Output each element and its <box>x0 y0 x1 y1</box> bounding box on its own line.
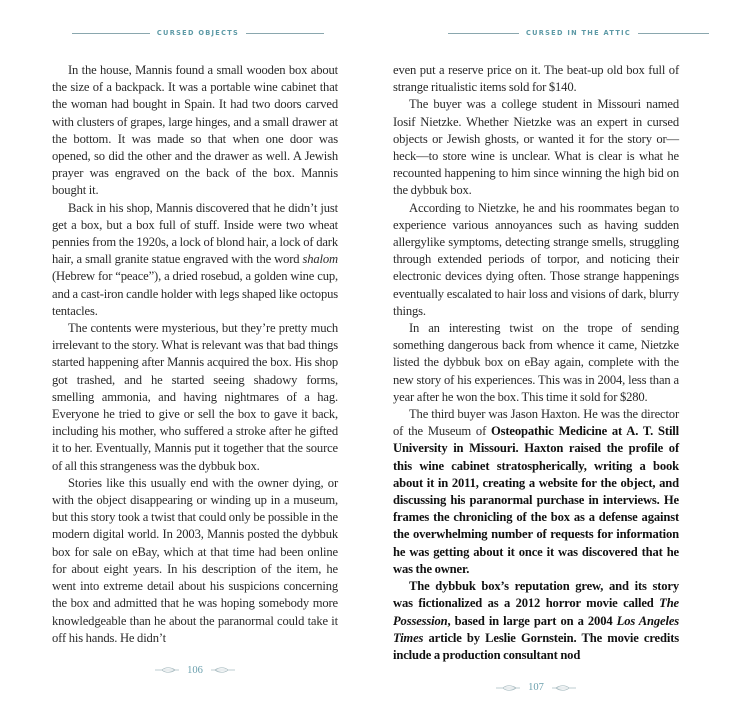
running-head-title: CURSED OBJECTS <box>156 29 240 37</box>
left-page <box>0 0 378 690</box>
text-run: Back in his shop, Mannis discovered that he didn’t just get a box, but a box full of stuff. Inside were two wheat pennies from the 1920s, a lock of blond hair, a lock of dark hair, a small granite statue engraved with the word <box>52 200 338 267</box>
text-italic: shalom <box>302 252 338 267</box>
text-run: The buyer was a college student in Missouri named Iosif Nietzke. Whether Nietzke was an expert in cursed objects or Jewish ghosts, or wanted it for the story or—heck—to store wine is unclear. What is clear is what he recounted happening to him since winning the high bid on the dybbuk box. <box>393 97 679 198</box>
paragraph <box>52 62 338 200</box>
leaf-flourish-icon <box>552 684 576 692</box>
paragraph <box>52 320 338 475</box>
folio <box>52 665 338 676</box>
text-dark: The dybbuk box’s reputation grew, and its story was fictionalized as a 2012 horror movie called <box>393 579 679 611</box>
text-dark-italic: The Possession <box>393 596 679 628</box>
text-dark-italic: Los Angeles Times <box>393 613 680 645</box>
body-text <box>393 62 679 664</box>
text-run: The third buyer was Jason Haxton. He was the director of the Museum of <box>393 407 679 439</box>
text-run: (Hebrew for “peace”), a dried rosebud, a golden wine cup, and a cast-iron candle holder with legs shaped like octopus tentacles. <box>52 269 338 318</box>
paragraph <box>393 406 679 578</box>
paragraph <box>393 96 679 199</box>
leaf-flourish-icon <box>155 666 179 674</box>
page-number: 106 <box>187 664 203 676</box>
running-head <box>72 27 324 39</box>
paragraph <box>393 62 679 96</box>
right-page <box>378 0 756 707</box>
text-run: Stories like this usually end with the owner dying, or with the object disappearing or winding up in a museum, but this story took a twist that could only be possible in the modern digital world. In 2003, Mannis posted the dybbuk box for sale on eBay, which at that time had been online for about eight years. In his description of the item, he went into extreme detail about his suspicions concerning the box and admitted that he was hoping somebody more knowledgeable than he about the paranormal could take it off his hands. He didn’t <box>52 475 338 645</box>
leaf-flourish-icon <box>496 684 520 692</box>
text-run: According to Nietzke, he and his roommates began to experience various annoyances such as having sudden allergylike symptoms, detecting strange smells, struggling through extended periods of torpor, and noticing their electronic devices dying often. Those strange happenings eventually escalated to hair loss and visions of dark, blurry things. <box>393 200 679 318</box>
body-text <box>52 62 338 647</box>
running-head-title: CURSED IN THE ATTIC <box>525 29 632 37</box>
text-dark: article by Leslie Gornstein. The movie credits include a production consultant nod <box>393 630 679 662</box>
folio <box>393 682 679 693</box>
text-dark: , based in large part on a 2004 <box>447 613 617 628</box>
running-head <box>448 27 709 39</box>
leaf-flourish-icon <box>211 666 235 674</box>
text-run: In the house, Mannis found a small wooden box about the size of a backpack. It was a portable wine cabinet that the woman had bought in Spain. It had two doors carved with clusters of grapes, large hinges, and a small drawer at the bottom. It was made so that when one door was opened, so did the other and the drawer as well. A Jewish prayer was engraved on the back of the box. Mannis bought it. <box>52 63 338 198</box>
text-dark: Osteopathic Medicine at A. T. Still University in Missouri. Haxton raised the profile of this wine cabinet stratospherically, writing a book about it in 2011, creating a website for the object, and discussing his paranormal purchase in interviews. He frames the chronicling of the box as a defense against the overwhelming number of requests for information he was getting about it once it was discovered that he was the owner. <box>393 424 679 576</box>
text-run: The contents were mysterious, but they’re pretty much irrelevant to the story. What is relevant was that bad things started happening after Mannis acquired the box. His shop got trashed, and he started seeing shadowy forms, smelling ammonia, and having nightmares of a hag. Everyone he tried to give or sell the box to gave it back, including his mother, who suffered a stroke after he gifted it to her. Eventually, Mannis put it together that the source of all this strangeness was the dybbuk box. <box>52 321 338 473</box>
text-run: In an interesting twist on the trope of sending something dangerous back from whence it came, Nietzke listed the dybbuk box on eBay again, complete with the new story of his experiences. This was in 2004, less than a year after he won the box. This time it sold for $280. <box>393 321 679 404</box>
paragraph <box>393 578 679 664</box>
header-rule <box>638 33 709 34</box>
header-rule <box>246 33 324 34</box>
page-number: 107 <box>528 682 544 694</box>
header-rule <box>448 33 519 34</box>
paragraph <box>393 200 679 320</box>
text-run: even put a reserve price on it. The beat-up old box full of strange ritualistic items sold for $140. <box>393 63 679 95</box>
paragraph <box>52 200 338 320</box>
header-rule <box>72 33 150 34</box>
paragraph <box>52 475 338 647</box>
paragraph <box>393 320 679 406</box>
